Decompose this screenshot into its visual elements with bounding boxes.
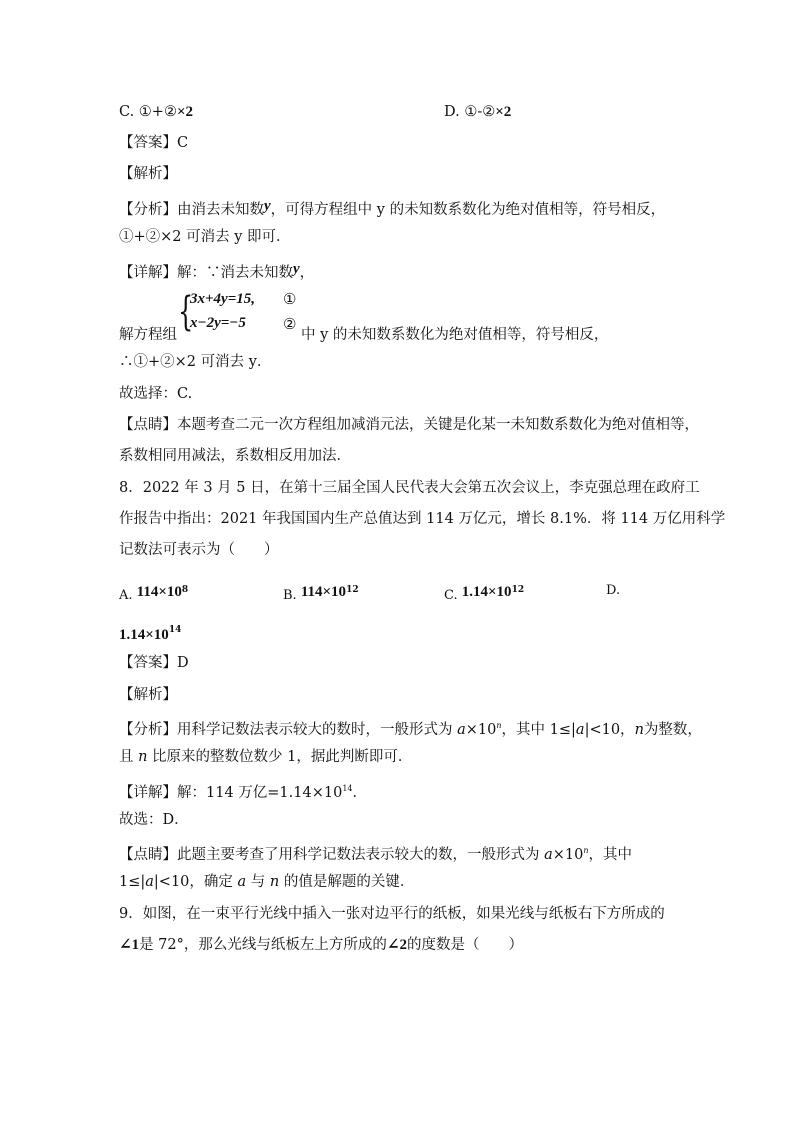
left-brace: { (178, 289, 194, 335)
q8-option-a[interactable] (119, 580, 188, 606)
option-label: C. (444, 588, 462, 603)
text: 且 (119, 749, 139, 765)
q8-fenxi-1 (119, 716, 702, 740)
option-text: ①-② (464, 104, 496, 120)
equation-1: 3x+4y=15, (190, 291, 256, 307)
option-label: D. (444, 104, 465, 120)
option-text: ①+② (138, 104, 177, 120)
option-exponent: 12 (346, 585, 359, 595)
option-math: 114×10 (300, 584, 347, 600)
var-n: n (583, 846, 589, 855)
q8-analysis-heading: 【解析】 (119, 687, 177, 703)
q7-system-pre: 解方程组 (119, 327, 177, 343)
equation-mark-2: ② (283, 315, 297, 333)
text: ，其中 1≤| (501, 722, 576, 738)
option-label: B. (283, 588, 301, 603)
text: 比原来的整数位数少 1，据此判断即可． (147, 749, 413, 765)
text: |<10， (584, 722, 635, 738)
var-n: n (634, 722, 644, 738)
q7-therefore: ∴①+②×2 可消去 y． (119, 354, 272, 370)
option-label: C. (119, 104, 139, 120)
var-a: a (145, 874, 154, 890)
var-a: a (575, 722, 585, 738)
text: 是 72°，那么光线与纸板左上方所成的 (139, 937, 387, 953)
variable-y: y (264, 198, 271, 214)
var-n: n (269, 874, 280, 890)
equation-system (178, 290, 298, 338)
option-math: ×2 (495, 104, 512, 120)
q7-system-post: 中 y 的未知数系数化为绝对值相等，符号相反， (301, 327, 609, 343)
q9-stem-2 (119, 935, 523, 955)
q7-option-d[interactable] (444, 102, 511, 122)
fenxi-text: 【分析】由消去未知数 (119, 202, 264, 218)
q8-option-d-label[interactable] (606, 580, 620, 601)
text: 【点睛】此题主要考查了用科学记数法表示较大的数，一般形式为 (119, 847, 545, 863)
q8-answer: 【答案】D (119, 655, 189, 671)
exponent: 14 (342, 784, 353, 793)
q7-option-c[interactable] (119, 102, 193, 122)
angle-2: ∠2 (386, 937, 407, 953)
q8-dianjing-2 (119, 872, 414, 892)
q8-dianjing-1 (119, 841, 632, 865)
var-n: n (496, 721, 502, 730)
q7-fenxi (119, 196, 665, 220)
text: |<10，确定 (153, 874, 238, 890)
option-exponent: 12 (511, 585, 525, 595)
option-exponent: 14 (168, 625, 182, 635)
q7-xiangjie (119, 259, 314, 283)
text: 【分析】用科学记数法表示较大的数时，一般形式为 (119, 722, 458, 738)
q8-stem-2: 作报告中指出：2021 年我国国内生产总值达到 114 万亿元，增长 8.1%．将 114 万亿用科学 (119, 511, 726, 527)
option-label: D. (606, 583, 621, 598)
var-a: a (237, 874, 247, 890)
text: ． (352, 785, 368, 801)
option-math: 1.14×10 (119, 627, 169, 643)
option-math: ×2 (176, 104, 194, 120)
xiangjie-punct: ， (299, 265, 315, 281)
xiangjie-text: 【详解】解：∵消去未知数 (119, 265, 293, 281)
q8-fenxi-2 (119, 747, 412, 767)
text: 【详解】解：114 万亿=1.14×10 (119, 785, 343, 801)
var-a: a (457, 722, 466, 738)
q8-stem-1: 8．2022 年 3 月 5 日，在第十三届全国人民代表大会第五次会议上，李克强总理在政府工 (119, 480, 700, 496)
q8-stem-3: 记数法可表示为（ ） (119, 542, 279, 558)
q7-choose: 故选择：C. (119, 386, 193, 402)
text: 与 (246, 874, 270, 890)
text: 1≤| (119, 874, 146, 890)
q9-stem-1: 9．如图，在一束平行光线中插入一张对边平行的纸板，如果光线与纸板右下方所成的 (119, 906, 665, 922)
variable-y: y (293, 261, 300, 277)
text: ×10 (465, 722, 497, 738)
q7-fenxi-line2: ①+②×2 可消去 y 即可． (119, 229, 291, 245)
fenxi-text-cont: ，可得方程组中 y 的未知数系数化为绝对值相等，符号相反， (270, 202, 666, 218)
q7-dianjing-2: 系数相同用减法，系数相反用加法． (119, 448, 351, 464)
text: ，其中 (588, 847, 633, 863)
q8-option-d[interactable] (119, 620, 181, 645)
option-exponent: 8 (181, 585, 189, 595)
text: ×10 (552, 847, 584, 863)
text: 为整数， (643, 722, 702, 738)
angle-1: ∠1 (119, 937, 140, 953)
equation-mark-1: ① (283, 290, 297, 308)
q7-answer: 【答案】C (119, 135, 189, 151)
q8-option-c[interactable] (444, 580, 524, 606)
option-label: A. (119, 588, 137, 603)
q8-xiangjie (119, 779, 367, 803)
text: 的度数是（ ） (406, 937, 523, 953)
option-math: 1.14×10 (461, 584, 512, 600)
q7-analysis-heading: 【解析】 (119, 166, 177, 182)
equation-2: x−2y=−5 (190, 315, 246, 331)
var-a: a (544, 847, 553, 863)
text: 的值是解题的关键． (279, 874, 415, 890)
option-math: 114×10 (136, 584, 182, 600)
var-n: n (138, 749, 148, 765)
q7-dianjing-1: 【点睛】本题考查二元一次方程组加减消元法，关键是化某一未知数系数化为绝对值相等， (119, 417, 699, 433)
q8-choose: 故选：D． (119, 812, 189, 828)
q8-option-b[interactable] (283, 580, 359, 606)
